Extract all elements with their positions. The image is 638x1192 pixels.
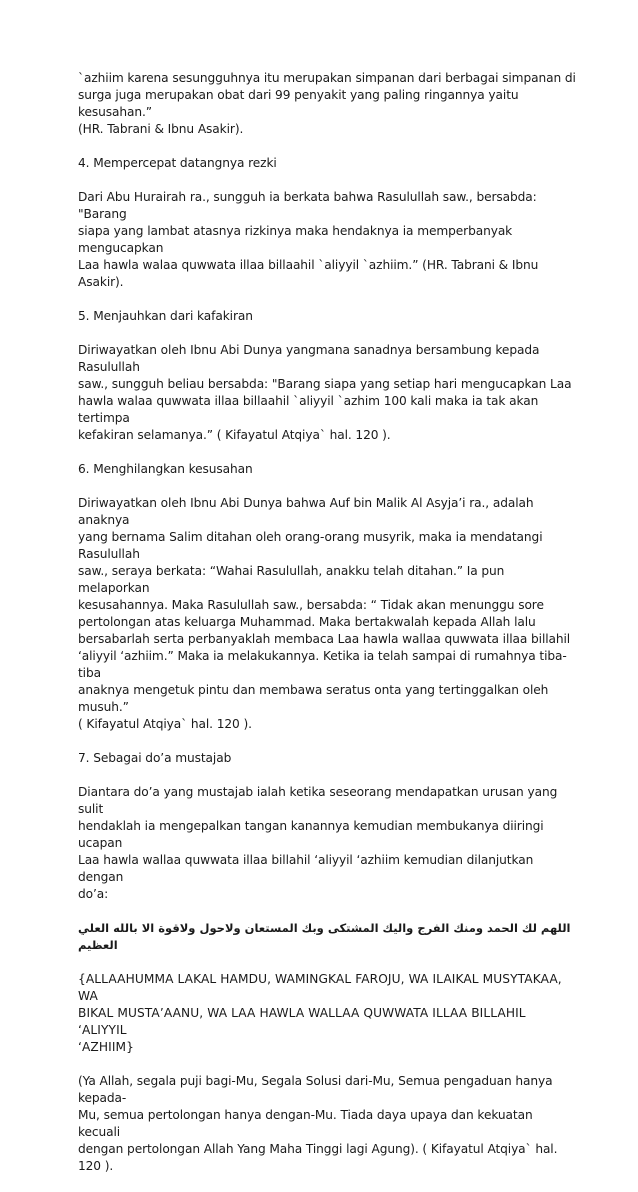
paragraph-intro-continuation: `azhiim karena sesungguhnya itu merupakan simpanan dari berbagai simpanan di surga juga merupakan obat dari 99 penyakit yang paling ringannya yaitu kesusahan.” (HR. Tabrani & Ibnu Asakir). xyxy=(78,71,576,136)
document-page xyxy=(78,70,578,1192)
heading-5: 5. Menjauhkan dari kafakiran xyxy=(78,309,253,323)
paragraph-4: Dari Abu Hurairah ra., sungguh ia berkata bahwa Rasulullah saw., bersabda: "Barang siapa yang lambat atasnya rizkinya maka hendaknya ia memperbanyak mengucapkan Laa hawla walaa quwwata illaa billaahil `aliyyil `azhiim.” (HR. Tabrani & Ibnu Asakir). xyxy=(78,190,539,289)
paragraph-translation: (Ya Allah, segala puji bagi-Mu, Segala Solusi dari-Mu, Semua pengaduan hanya kepada- Mu, semua pertolongan hanya dengan-Mu. Tiada daya upaya dan kekuatan kecuali dengan pertolongan Allah Yang Maha Tinggi lagi Agung). ( Kifayatul Atqiya` hal. 120 ). xyxy=(78,1074,558,1173)
paragraph-transliteration: {ALLAAHUMMA LAKAL HAMDU, WAMINGKAL FAROJU, WA ILAIKAL MUSYTAKAA, WA BIKAL MUSTA’AANU, WA LAA HAWLA WALLAA QUWWATA ILLAA BILLAHIL ‘ALIYYIL ‘AZHIIM} xyxy=(78,972,562,1054)
paragraph-7: Diantara do’a yang mustajab ialah ketika seseorang mendapatkan urusan yang sulit hendaklah ia mengepalkan tangan kanannya kemudian membukanya diiringi ucapan Laa hawla wallaa quwwata illaa billahil ‘aliyyil ‘azhiim kemudian dilanjutkan dengan do’a: xyxy=(78,785,558,901)
heading-6: 6. Menghilangkan kesusahan xyxy=(78,462,253,476)
paragraph-6: Diriwayatkan oleh Ibnu Abi Dunya bahwa Auf bin Malik Al Asyja’i ra., adalah anaknya yang bernama Salim ditahan oleh orang-orang musyrik, maka ia mendatangi Rasulullah saw., seraya berkata: “Wahai Rasulullah, anakku telah ditahan.” Ia pun melaporkan kesusahannya. Maka Rasulullah saw., bersabda: “ Tidak akan menunggu sore pertolongan atas keluarga Muhammad. Maka bertakwalah kepada Allah lalu bersabarlah serta perbanyaklah membaca Laa hawla wallaa quwwata illaa billahil ‘aliyyil ‘azhiim.” Maka ia melakukannya. Ketika ia telah sampai di rumahnya tiba-tiba anaknya mengetuk pintu dan membawa seratus onta yang tertinggalkan oleh musuh.” ( Kifayatul Atqiya` hal. 120 ). xyxy=(78,496,571,731)
paragraph-5: Diriwayatkan oleh Ibnu Abi Dunya yangmana sanadnya bersambung kepada Rasulullah saw., sungguh beliau bersabda: "Barang siapa yang setiap hari mengucapkan Laa hawla walaa quwwata illaa billaahil `aliyyil `azhim 100 kali maka ia tak akan tertimpa kefakiran selamanya.” ( Kifayatul Atqiya` hal. 120 ). xyxy=(78,343,572,442)
heading-4: 4. Mempercepat datangnya rezki xyxy=(78,156,277,170)
arabic-prayer: اللهم لك الحمد ومنك الفرج واليك المشتكى وبك المستعان ولاحول ولاقوة الا بالله العلي العظيم xyxy=(78,921,571,952)
heading-7: 7. Sebagai do’a mustajab xyxy=(78,751,232,765)
